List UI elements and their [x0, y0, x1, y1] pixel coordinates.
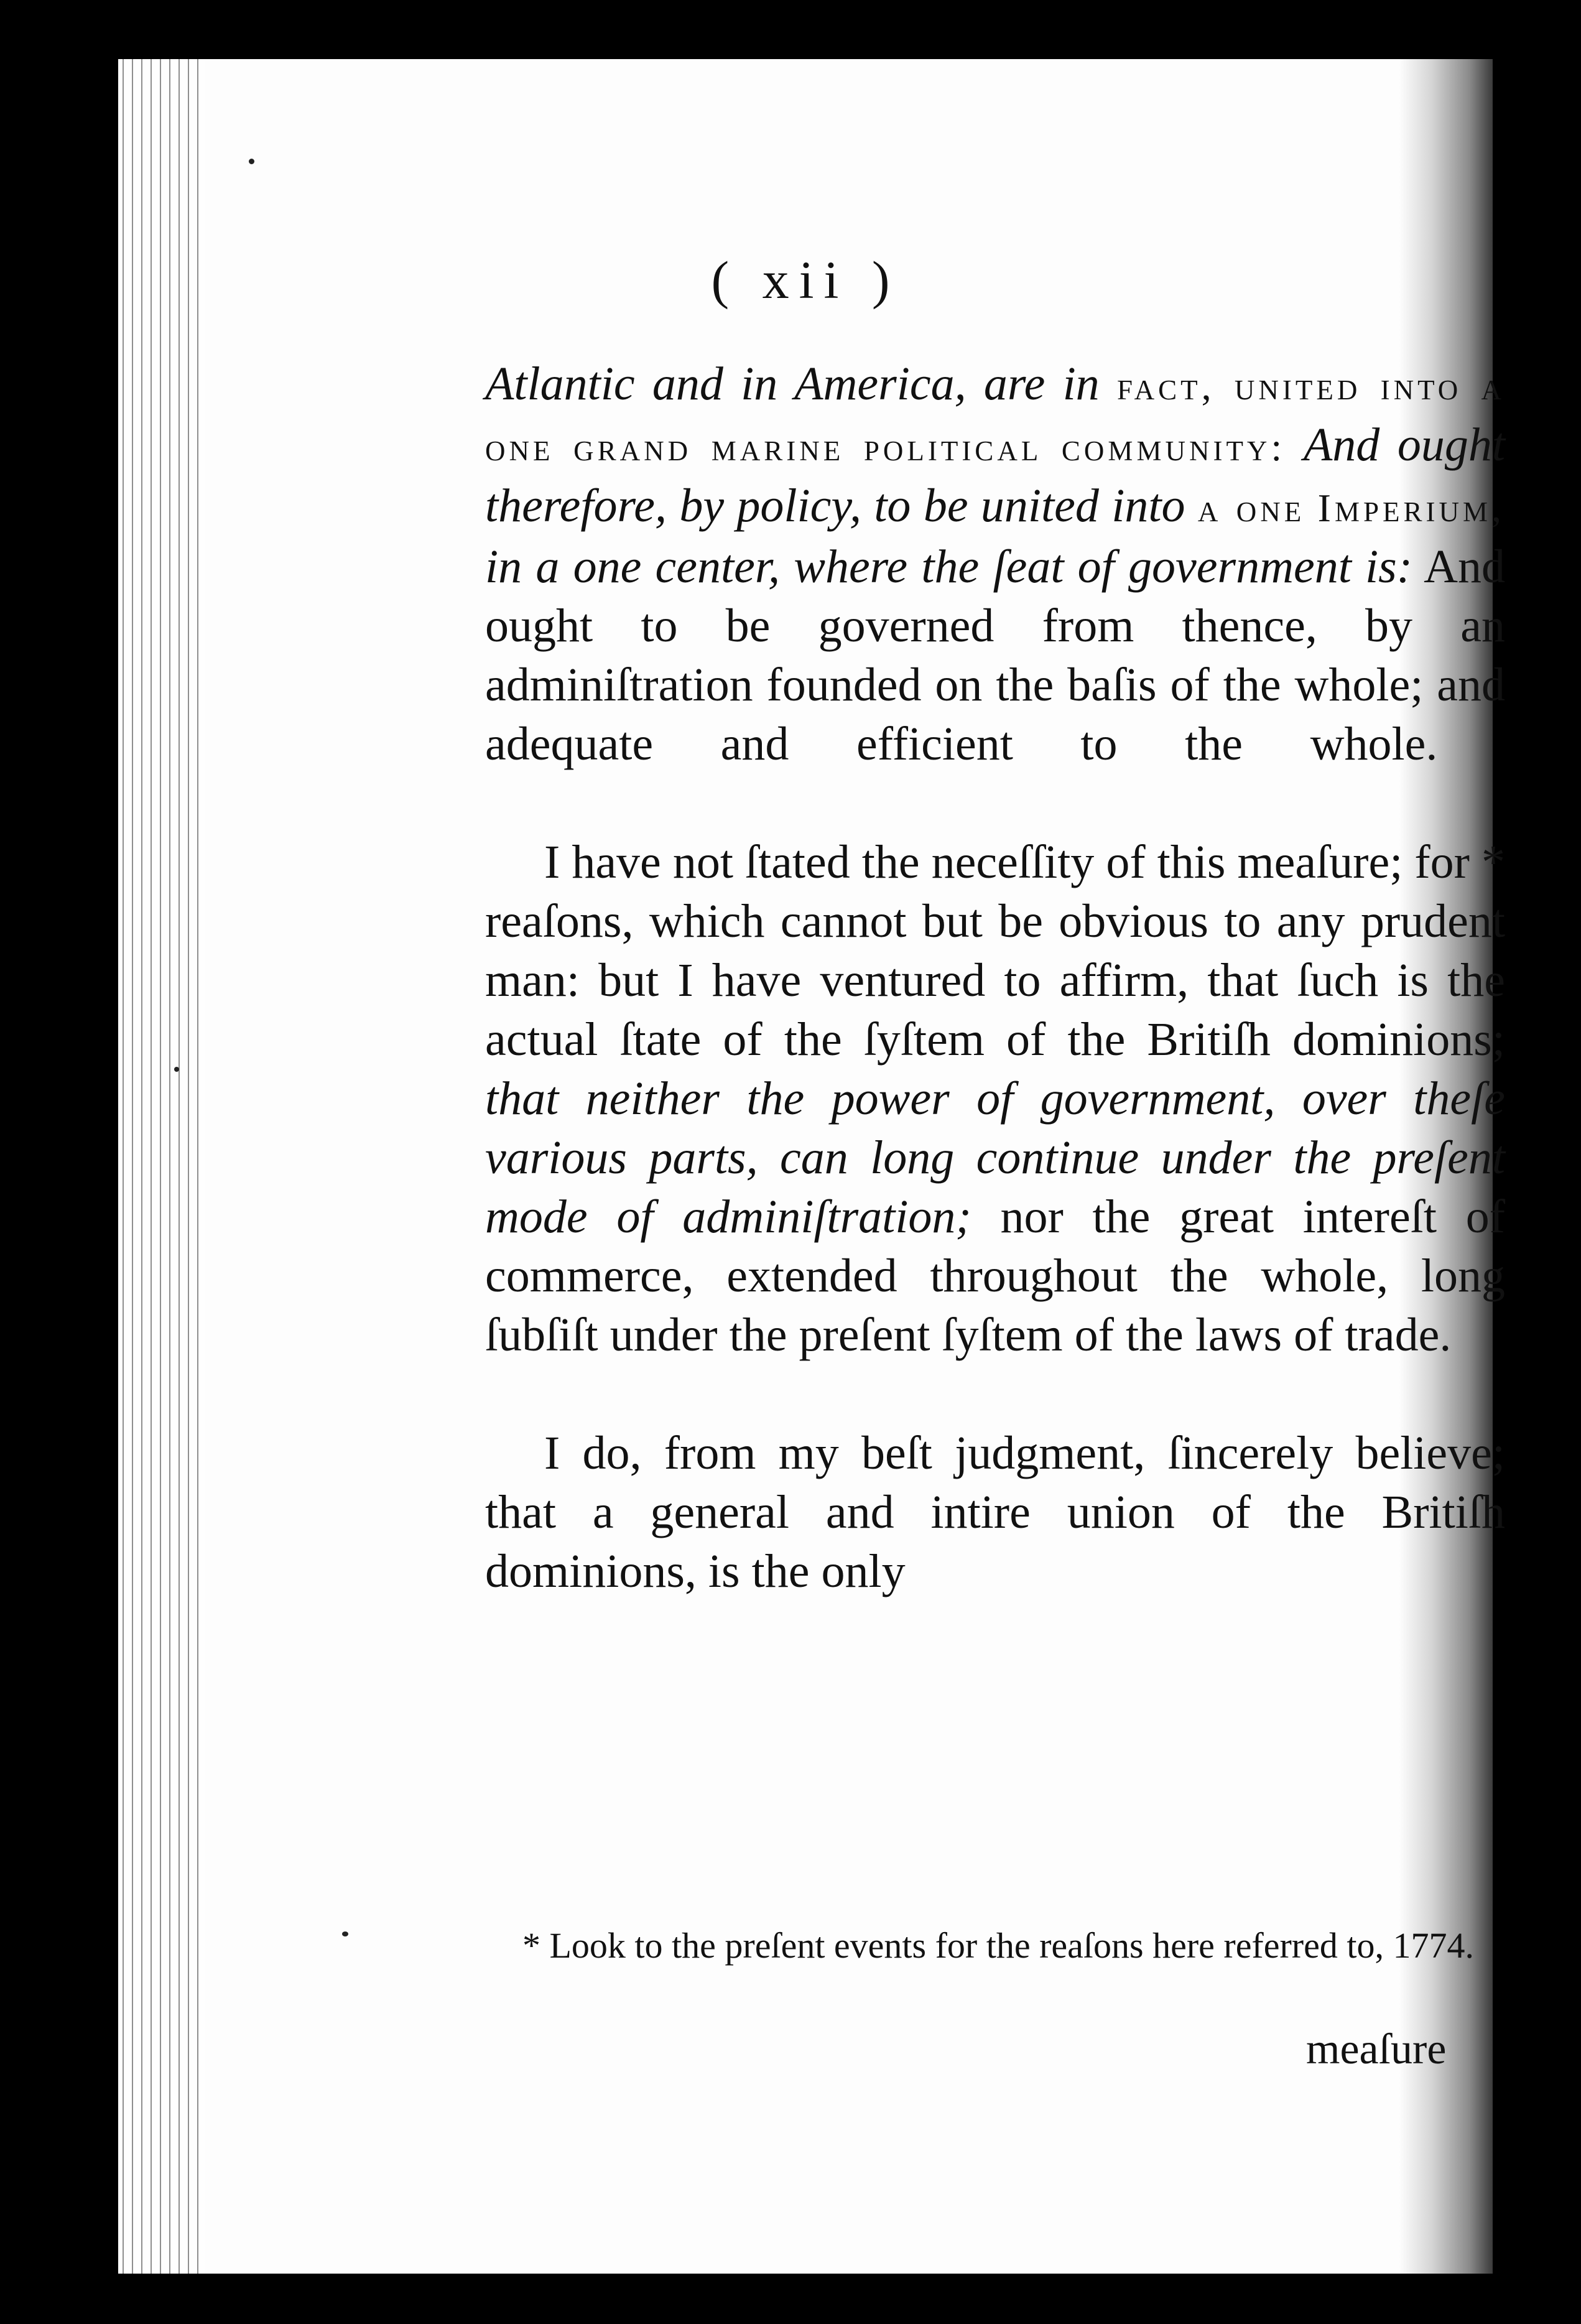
italic-run: And ought therefore, by policy, to be united into	[485, 419, 1505, 532]
paragraph-1	[485, 355, 1505, 774]
roman-run: And ought to be governed from thence, by an adminiſtration founded on the baſis of the whole; and adequate and efficient to the whole.	[485, 541, 1505, 770]
book-page	[118, 59, 1506, 2274]
page-number: ( xii )	[711, 250, 900, 310]
italic-run: Atlantic and in America, are in	[485, 358, 1100, 410]
ink-speck	[174, 1067, 179, 1072]
roman-run: nor the great intereſt of commerce, extended throughout the whole, long ſubſiſt under the preſent ſyſtem of the laws of trade.	[485, 1191, 1505, 1361]
small-caps-run: fact, united into a one grand marine political community:	[485, 364, 1506, 469]
body-text	[485, 355, 1505, 1601]
catchword: meaſure	[1306, 2025, 1447, 2073]
roman-run: I have not ſtated the neceſſity of this meaſure; for * reaſons, which cannot but be obvious to any prudent man: but I have ventured to affirm, that ſuch is the actual ſtate of the ſyſtem of the Britiſh dominions;	[485, 836, 1505, 1066]
paragraph-3: I do, from my beſt judgment, ſincerely believe; that a general and intire union of the Britiſh dominions, is the only	[485, 1427, 1505, 1597]
ink-speck	[342, 1931, 348, 1936]
italic-run: in a one center, where the ſeat of government is:	[485, 541, 1413, 593]
footnote: * Look to the preſent events for the reaſons here referred to, 1774.	[522, 1925, 1474, 1966]
small-caps-run: Imperium,	[1317, 486, 1506, 530]
paragraph-2	[485, 833, 1505, 1365]
stacked-page-edges	[118, 59, 205, 2274]
small-caps-run: a one	[1197, 486, 1305, 530]
italic-run: that neither the power of government, over theſe various parts, can long continue under the preſent mode of adminiſtration;	[485, 1072, 1505, 1243]
ink-speck	[249, 159, 254, 164]
